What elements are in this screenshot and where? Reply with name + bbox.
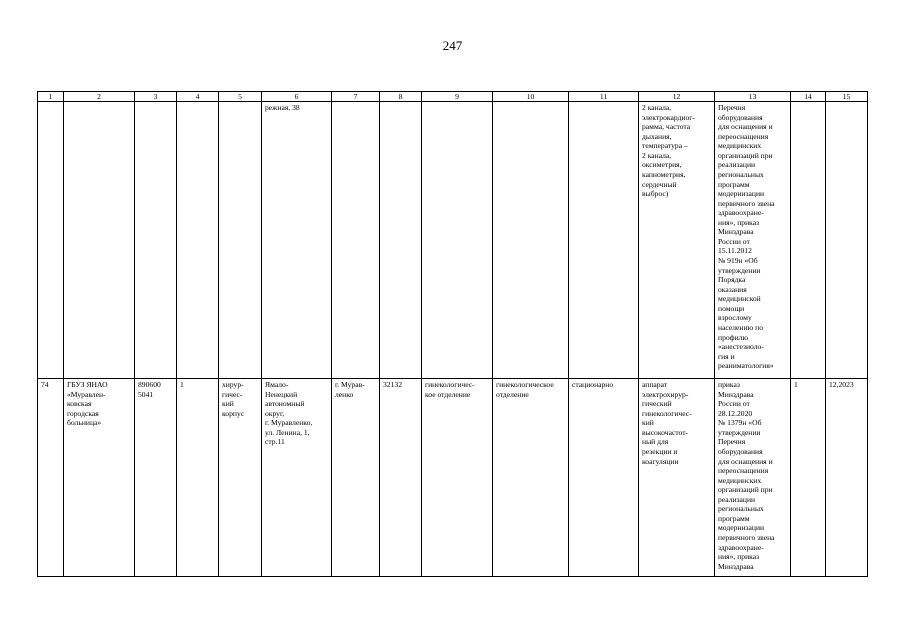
column-header-9: 9 xyxy=(422,92,493,102)
cell-col4: 1 xyxy=(177,379,219,577)
column-header-1: 1 xyxy=(38,92,64,102)
cell-building xyxy=(219,102,262,379)
cell-date xyxy=(826,102,868,379)
cell-address: режная, 38 xyxy=(262,102,332,379)
column-header-11: 11 xyxy=(569,92,639,102)
cell-department xyxy=(422,102,493,379)
equipment-table xyxy=(37,91,868,577)
column-header-6: 6 xyxy=(262,92,332,102)
cell-department: гинекологичес- кое отделение xyxy=(422,379,493,577)
cell-quantity: 1 xyxy=(791,379,826,577)
column-header-5: 5 xyxy=(219,92,262,102)
cell-col4 xyxy=(177,102,219,379)
cell-date: 12,2023 xyxy=(826,379,868,577)
page-number: 247 xyxy=(442,38,463,53)
cell-inn: 890600 5041 xyxy=(135,379,177,577)
cell-row-number xyxy=(38,102,64,379)
column-header-2: 2 xyxy=(64,92,135,102)
cell-equipment: аппарат электрохирур- гический гинекологичес- кий высокочастот- ный для резекции и коагуляции xyxy=(639,379,715,577)
cell-building: хирур- гичес- кий корпус xyxy=(219,379,262,577)
cell-care-type xyxy=(569,102,639,379)
cell-regulation: приказ Минздрава России от 28.12.2020 № 1379н «Об утверждении Перечня оборудования для оснащения и переоснащения медицинских организаций при реализации региональных программ модернизации первичного звена здравоохране- ния», приказ Минздрава xyxy=(715,379,791,577)
cell-unit xyxy=(493,102,569,379)
cell-care-type: стационарно xyxy=(569,379,639,577)
column-header-4: 4 xyxy=(177,92,219,102)
cell-organization xyxy=(64,102,135,379)
cell-code xyxy=(380,102,422,379)
cell-regulation: Перечня оборудования для оснащения и переоснащения медицинских организаций при реализации региональных программ модернизации первичного звена здравоохране- ния», приказ Минздрава России от 15.11.2012 № 919н «Об утверждении Порядка оказания медицинской помощи взрослому населению по профилю «анестезиоло- гия и реаниматология» xyxy=(715,102,791,379)
cell-code: 32132 xyxy=(380,379,422,577)
cell-address: Ямало- Ненецкий автономный округ, г. Муравленко, ул. Ленина, 1, стр.11 xyxy=(262,379,332,577)
table-row xyxy=(38,102,868,379)
column-header-14: 14 xyxy=(791,92,826,102)
cell-equipment: 2 канала, электрокардиог- рамма, частота дыхания, температура – 2 канала, оксиметрия, капнометрия, сердечный выброс) xyxy=(639,102,715,379)
cell-organization: ГБУЗ ЯНАО «Муравлен- ковская городская больница» xyxy=(64,379,135,577)
cell-row-number: 74 xyxy=(38,379,64,577)
cell-inn xyxy=(135,102,177,379)
cell-quantity xyxy=(791,102,826,379)
cell-city xyxy=(332,102,380,379)
cell-unit: гинекологическое отделение xyxy=(493,379,569,577)
column-header-15: 15 xyxy=(826,92,868,102)
column-header-7: 7 xyxy=(332,92,380,102)
table-row xyxy=(38,379,868,577)
header-row xyxy=(38,92,868,102)
column-header-12: 12 xyxy=(639,92,715,102)
column-header-3: 3 xyxy=(135,92,177,102)
column-header-10: 10 xyxy=(493,92,569,102)
column-header-8: 8 xyxy=(380,92,422,102)
cell-city: г. Мурав- ленко xyxy=(332,379,380,577)
column-header-13: 13 xyxy=(715,92,791,102)
